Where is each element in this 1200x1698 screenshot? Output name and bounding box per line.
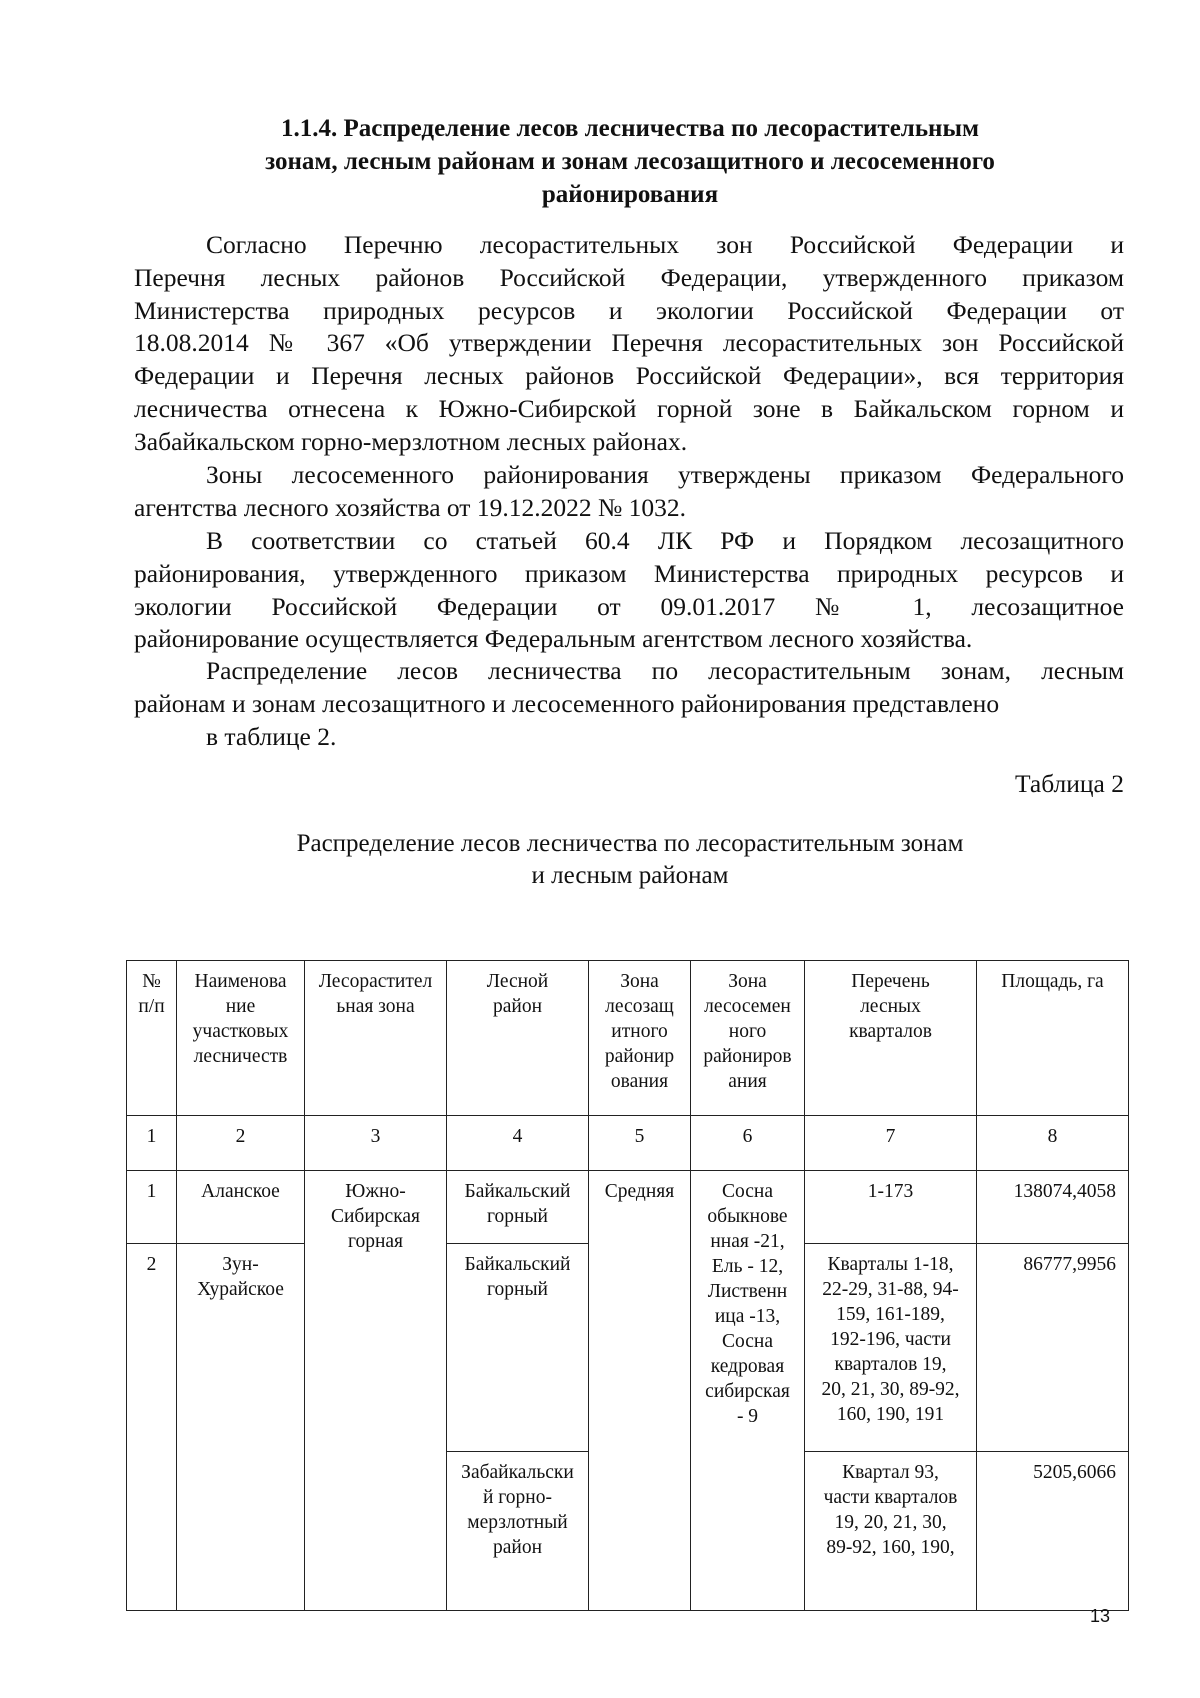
header-cell: Лесной район — [447, 961, 589, 1116]
row-number: 1 — [127, 1171, 177, 1244]
header-cell: Зона лесосемен ного райониров ания — [691, 961, 805, 1116]
area-value: 5205,6066 — [977, 1452, 1129, 1611]
row-number: 2 — [127, 1244, 177, 1611]
text-line: Зоны лесосеменного районирования утверждены приказом Федерального — [206, 460, 1124, 489]
header-cell: Наименова ние участковых лесничеств — [177, 961, 305, 1116]
column-number-row — [127, 1116, 1129, 1171]
header-cell: Площадь, га — [977, 961, 1129, 1116]
caption-line: и лесным районам — [531, 862, 729, 889]
heading-line: зонам, лесным районам и зонам лесозащитного и лесосеменного — [265, 148, 995, 175]
seed-zone: Сосна обыкнове нная -21, Ель - 12, Лиственн ица -13, Сосна кедровая сибирская - 9 — [691, 1171, 805, 1611]
text-line: 18.08.2014 № 367 «Об утверждении Перечня лесорастительных зон Российской — [134, 328, 1124, 358]
header-cell: № п/п — [127, 961, 177, 1116]
text-line: В соответствии со статьей 60.4 ЛК РФ и Порядком лесозащитного — [206, 526, 1124, 555]
column-number: 7 — [805, 1116, 977, 1171]
caption-line: Распределение лесов лесничества по лесорастительным зонам — [296, 830, 964, 857]
heading-line: районирования — [541, 181, 719, 208]
paragraph-3 — [134, 525, 1124, 656]
paragraph-4 — [134, 655, 1124, 753]
page-number: 13 — [1090, 1606, 1111, 1626]
text-line: агентства лесного хозяйства от 19.12.2022 № 1032. — [134, 492, 687, 522]
vegetation-zone: Южно- Сибирская горная — [305, 1171, 447, 1611]
forest-district: Забайкальски й горно- мерзлотный район — [447, 1452, 589, 1611]
text-line: Федерации и Перечня лесных районов Российской Федерации», вся территория — [134, 361, 1124, 391]
text-line: лесничества отнесена к Южно-Сибирской горной зоне в Байкальском горном и — [134, 393, 1124, 423]
forest-district: Байкальский горный — [447, 1244, 589, 1452]
header-cell: Зона лесозащ итного районир ования — [589, 961, 691, 1116]
text-line: Распределение лесов лесничества по лесорастительным зонам, лесным — [206, 656, 1124, 685]
column-number: 8 — [977, 1116, 1129, 1171]
text-line: экологии Российской Федерации от 09.01.2017 № 1, лесозащитное — [134, 591, 1124, 621]
header-cell: Перечень лесных кварталов — [805, 961, 977, 1116]
column-number: 1 — [127, 1116, 177, 1171]
text-line: районирования, утвержденного приказом Министерства природных ресурсов и — [134, 558, 1124, 588]
column-number: 5 — [589, 1116, 691, 1171]
forest-district: Байкальский горный — [447, 1171, 589, 1244]
forestry-name: Аланское — [177, 1171, 305, 1244]
text-line: районам и зонам лесозащитного и лесосеменного районирования представлено — [134, 688, 1000, 718]
header-cell: Лесорастител ьная зона — [305, 961, 447, 1116]
column-number: 2 — [177, 1116, 305, 1171]
text-line: Министерства природных ресурсов и экологии Российской Федерации от — [134, 295, 1124, 325]
forestry-name: Зун- Хурайское — [177, 1244, 305, 1611]
paragraph-2 — [134, 459, 1124, 525]
paragraph-1 — [134, 229, 1124, 459]
text-line: Перечня лесных районов Российской Федерации, утвержденного приказом — [134, 262, 1124, 292]
table-header-row — [127, 961, 1129, 1116]
forest-protection-zone: Средняя — [589, 1171, 691, 1611]
area-value: 138074,4058 — [977, 1171, 1129, 1244]
table-number-label: Таблица 2 — [1014, 769, 1124, 798]
column-number: 6 — [691, 1116, 805, 1171]
area-value: 86777,9956 — [977, 1244, 1129, 1452]
column-number: 4 — [447, 1116, 589, 1171]
quarters-list: Кварталы 1-18, 22-29, 31-88, 94- 159, 161-189, 192-196, части кварталов 19, 20, 21, 30, 89-92, 160, 190, 191 — [805, 1244, 977, 1452]
heading-line: 1.1.4. Распределение лесов лесничества по лесорастительным — [280, 115, 979, 142]
forest-distribution-table — [126, 960, 1129, 1611]
section-heading — [180, 112, 1080, 211]
text-line: Согласно Перечню лесорастительных зон Российской Федерации и — [206, 230, 1124, 259]
table-caption — [200, 828, 1060, 892]
table-row — [127, 1171, 1129, 1244]
quarters-list: Квартал 93, части кварталов 19, 20, 21, 30, 89-92, 160, 190, — [805, 1452, 977, 1611]
text-line: районирование осуществляется Федеральным агентством лесного хозяйства. — [134, 624, 973, 654]
text-line: в таблице 2. — [206, 721, 337, 751]
text-line: Забайкальском горно-мерзлотном лесных районах. — [134, 426, 688, 456]
column-number: 3 — [305, 1116, 447, 1171]
quarters-list: 1-173 — [805, 1171, 977, 1244]
